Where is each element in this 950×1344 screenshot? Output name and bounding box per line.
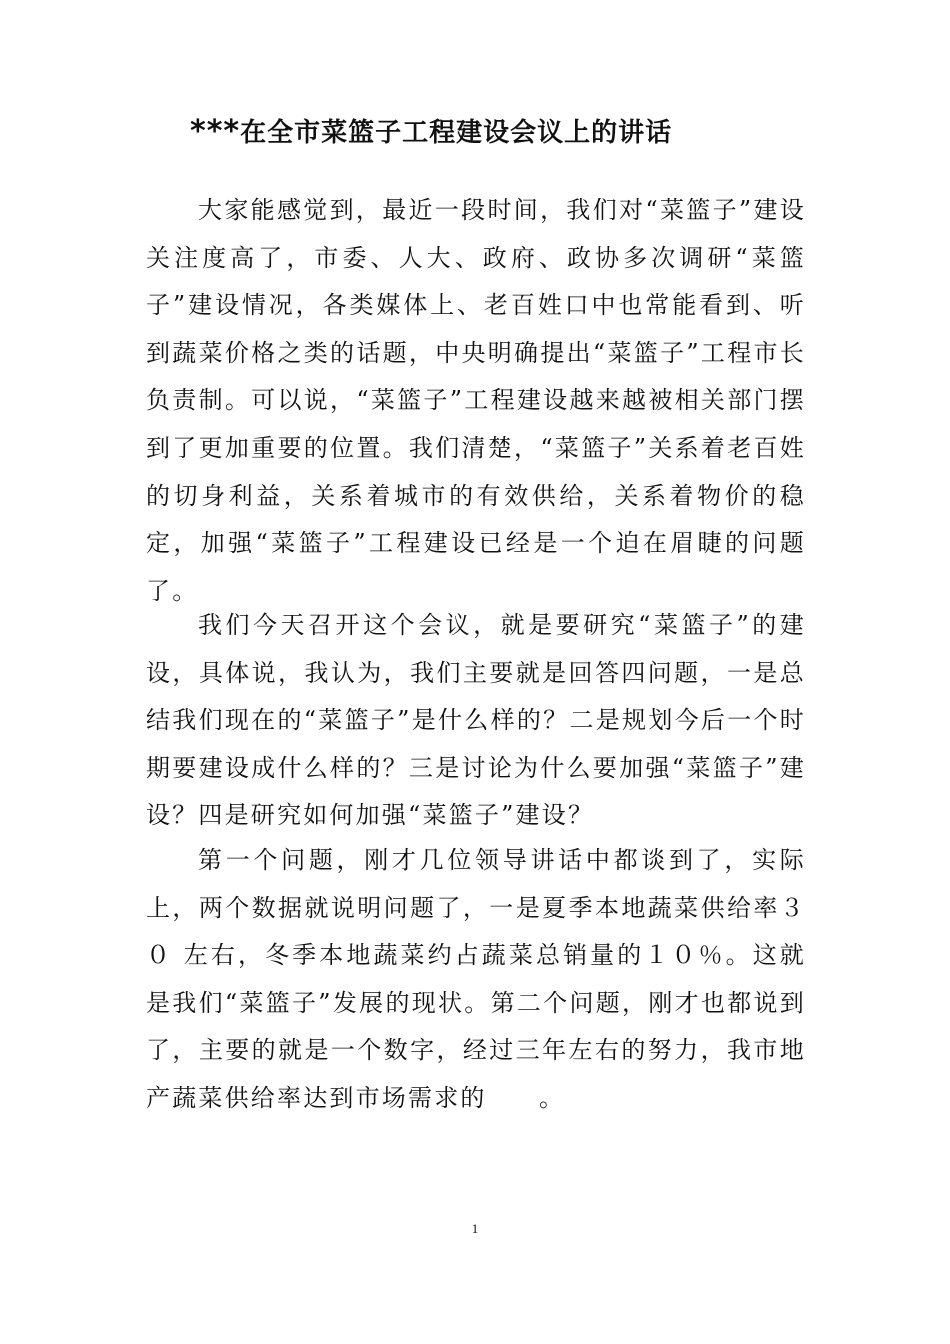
document-title [190,112,672,149]
title-text: 在全市菜篮子工程建设会议上的讲话 [240,118,673,148]
title-prefix: *** [190,114,241,149]
paragraph-1: 大家能感觉到，最近一段时间，我们对“菜篮子”建设关注度高了，市委、人大、政府、政协多次调研“菜篮子”建设情况，各类媒体上、老百姓口中也常能看到、听到蔬菜价格之类的话题，中央明确提出“菜篮子”工程市长负责制。可以说，“菜篮子”工程建设越来越被相关部门摆到了更加重要的位置。我们清楚，“菜篮子”关系着老百姓的切身利益，关系着城市的有效供给，关系着物价的稳定，加强“菜篮子”工程建设已经是一个迫在眉睫的问题了。 [146,196,806,605]
page-number: 1 [471,1221,479,1236]
paragraph-3: 第一个问题，刚才几位领导讲话中都谈到了，实际上，两个数据就说明问题了，一是夏季本地蔬菜供给率３０ 左右，冬季本地蔬菜约占蔬菜总销量的１０％。这就是我们“菜篮子”发展的现状。第二个问题，刚才也都说到了，主要的就是一个数字，经过三年左右的努力，我市地产蔬菜供给率达到市场需求的 。 [146,846,806,1112]
paragraph-2: 我们今天召开这个会议，就是要研究“菜篮子”的建设，具体说，我认为，我们主要就是回答四问题，一是总结我们现在的“菜篮子”是什么样的？二是规划今后一个时期要建设成什么样的？三是讨论为什么要加强“菜篮子”建设？四是研究如何加强“菜篮子”建设？ [146,611,806,830]
